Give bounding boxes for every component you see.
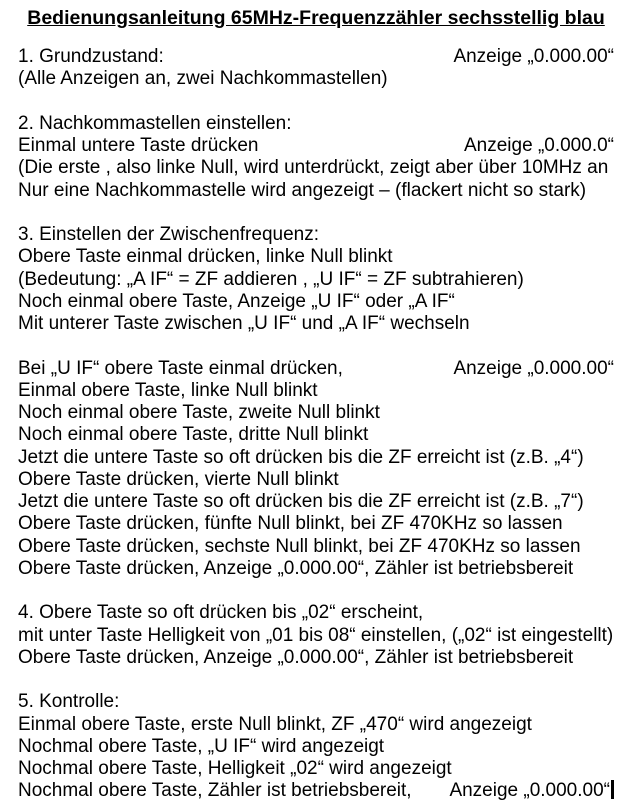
text-line: Noch einmal obere Taste, Anzeige „U IF“ oder „A IF“ [18,290,455,312]
blank-line [18,580,614,602]
text-line: Jetzt die untere Taste so oft drücken bis die ZF erreicht ist (z.B. „4“) [18,446,584,468]
text-line: Einmal obere Taste, erste Null blinkt, ZF „470“ wird angezeigt [18,713,532,735]
line-text-left: Einmal untere Taste drücken [18,135,259,156]
text-line: Obere Taste drücken, Anzeige „0.000.00“, Zähler ist betriebsbereit [18,646,574,668]
text-line [18,780,614,801]
text-line: Mit unterer Taste zwischen „U IF“ und „A IF“ wechseln [18,313,470,334]
text-line: 2. Nachkommastellen einstellen: [18,112,292,134]
text-line: (Die erste , also linke Null, wird unterdrückt, zeigt aber über 10MHz an [18,157,609,179]
text-line: Obere Taste drücken, vierte Null blinkt [18,468,339,490]
text-line: Noch einmal obere Taste, dritte Null blinkt [18,424,369,446]
text-line: 5. Kontrolle: [18,691,120,713]
text-line: Obere Taste drücken, sechste Null blinkt, bei ZF 470KHz so lassen [18,535,581,557]
text-line: 4. Obere Taste so oft drücken bis „02“ erscheint, [18,602,424,624]
text-line: Nur eine Nachkommastelle wird angezeigt – (flackert nicht so stark) [18,179,587,201]
document-title: Bedienungsanleitung 65MHz-Frequenzzähler sechsstellig blau [27,7,605,29]
text-line: Jetzt die untere Taste so oft drücken bis die ZF erreicht ist (z.B. „7“) [18,491,584,512]
text-line: Obere Taste drücken, fünfte Null blinkt, bei ZF 470KHz so lassen [18,513,563,535]
text-cursor [611,780,614,799]
text-line: Obere Taste drücken, Anzeige „0.000.00“, Zähler ist betriebsbereit [18,557,574,579]
line-text-right: Anzeige „0.000.00“ [453,46,614,67]
line-text-right: Anzeige „0.000.0“ [464,135,614,156]
text-line [18,46,614,68]
blank-line [18,669,614,691]
blank-line [18,202,614,224]
text-line: Obere Taste einmal drücken, linke Null blinkt [18,246,393,268]
text-line: Einmal obere Taste, linke Null blinkt [18,379,318,401]
blank-line [18,91,614,113]
text-line [18,358,614,380]
line-text-left: Nochmal obere Taste, Zähler ist betriebsbereit, [18,780,412,801]
text-line: (Bedeutung: „A IF“ = ZF addieren , „U IF“ = ZF subtrahieren) [18,268,524,290]
line-text-right: Anzeige „0.000.00“ [449,780,614,801]
text-line: Nochmal obere Taste, „U IF“ wird angezeigt [18,735,385,757]
text-line: (Alle Anzeigen an, zwei Nachkommastellen) [18,68,388,90]
text-line: Nochmal obere Taste, Helligkeit „02“ wird angezeigt [18,758,452,779]
text-line [18,135,614,157]
line-text-left: 1. Grundzustand: [18,46,164,67]
line-text-right: Anzeige „0.000.00“ [453,357,614,379]
text-line: 3. Einstellen der Zwischenfrequenz: [18,224,319,245]
line-text-left: Bei „U IF“ obere Taste einmal drücken, [18,357,343,379]
blank-line [18,335,614,357]
text-line: mit unter Taste Helligkeit von „01 bis 08“ einstellen, („02“ ist eingestellt) [18,624,614,646]
document-lines [18,46,614,801]
text-line: Noch einmal obere Taste, zweite Null blinkt [18,402,380,423]
